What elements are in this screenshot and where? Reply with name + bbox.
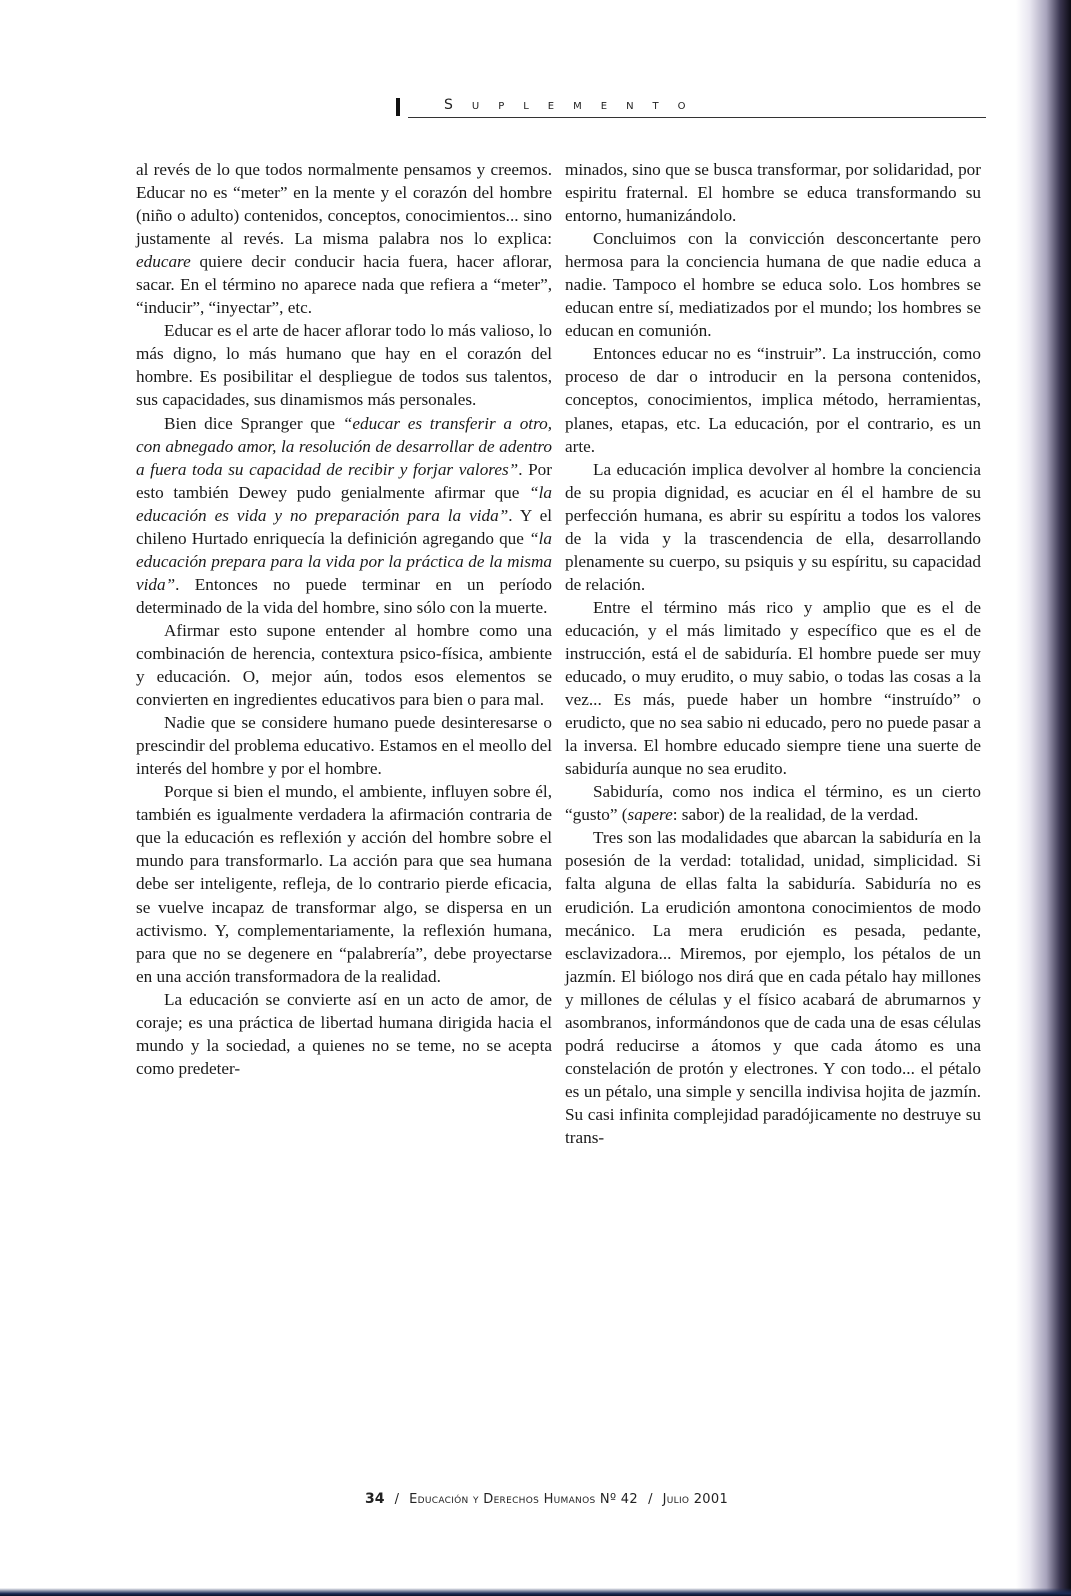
text-run: Entre el término más rico y amplio que es el de educación, y el más limitado y específico que es el de instrucción, está el de sabiduría. El hombre puede ser muy educado, o muy erudito, o muy sabio, o todas las cosas a la vez... Es más, puede haber un hombre “instruído” o erudicto, que no sea sabio ni educado, pero no puede pasar a la inversa. El hombre educado siempre tiene una suerte de sabiduría aunque no sea erudito.: [565, 597, 981, 779]
page-number: 34: [364, 1491, 385, 1507]
text-run: Tres son las modalidades que abarcan la sabiduría en la posesión de la verdad: totalidad, unidad, simplicidad. Si falta alguna de ellas falta la sabiduría. Sabiduría no es erudición. La erudición amontona conocimientos de modo mecánico. La mera erudición es pesada, pedante, esclavizadora... Miremos, por ejemplo, los pétalos de un jazmín. El biólogo nos dirá que en cada pétalo hay millones y millones de células y el físico acabará de abrumarnos y asombranos, informándonos que de cada una de esas células podrá reducirse a átomos y que cada átomo es una constelación de protón y electrones. Y con todo... el pétalo es un pétalo, una simple y sencilla indivisa hojita de jazmín. Su casi infinita complejidad paradójicamente no destruye su trans-: [565, 828, 981, 1147]
publication-date: Julio 2001: [662, 1492, 729, 1507]
header-bar-decoration: [396, 98, 400, 116]
text-run: . Y el chileno Hurtado enriquecía la definición agregando que: [136, 505, 552, 548]
footer-separator: /: [648, 1492, 653, 1507]
paragraph: [136, 619, 552, 711]
text-run: La educación implica devolver al hombre la conciencia de su propia dignidad, es acuciar en él el hambre de su perfección humana, es abrir su espíritu a todos los valores de la vida y la trascendencia de ella, desarrollando plenamente su cuerpo, su psiquis y su espíritu, su capacidad de relación.: [565, 459, 981, 594]
text-run: Porque si bien el mundo, el ambiente, influyen sobre él, también es igualmente verdadera la afirmación contraria de que la educación es reflexión y acción del hombre sobre el mundo para transformarlo. La acción para que sea humana debe ser inteligente, refleja, de lo contrario pierde eficacia, se vuelve incapaz de transformar algo, se dispersa en un activismo. Y, complementariamente, la reflexión humana, para que no se degenere en “palabrería”, debe proyectarse en una acción transformadora de la realidad.: [136, 782, 552, 986]
footer-separator: /: [394, 1492, 399, 1507]
header-rule: [408, 117, 986, 118]
text-run: Afirmar esto supone entender al hombre como una combinación de herencia, contextura psico-física, ambiente y educación. O, mejor aún, todos esos elementos se convierten en ingredientes educativos para bien o para mal.: [136, 620, 552, 710]
paragraph: [136, 780, 552, 987]
section-title: Suplemento: [444, 97, 705, 113]
running-header: [396, 96, 986, 118]
paragraph: [136, 319, 552, 411]
text-run: Concluimos con la convicción desconcertante pero hermosa para la conciencia humana de que nadie educa a nadie. Tampoco el hombre se educa solo. Los hombres se educan entre sí, mediatizados por el mundo; los hombres se educan en comunión.: [565, 229, 981, 341]
right-column: [565, 158, 981, 1149]
italic-text: “educar es transferir a otro, con abnegado amor, la resolución de desarrollar de adentro a fuera toda su capacidad de recibir y forjar valores”: [136, 413, 553, 479]
text-run: Bien dice Spranger que: [164, 413, 343, 433]
paragraph: [565, 158, 981, 227]
paragraph: [565, 596, 981, 780]
binding-shadow: [1016, 0, 1071, 1596]
italic-text: sapere: [627, 805, 673, 825]
paragraph: [136, 412, 552, 619]
left-column: [136, 158, 552, 1080]
paragraph: [565, 227, 981, 342]
publication-title: Educación y Derechos Humanos Nº 42: [409, 1492, 638, 1507]
paragraph: [565, 458, 981, 596]
text-run: Sabiduría, como nos indica el término, es un cierto “gusto” (: [565, 782, 981, 825]
text-run: . Entonces no puede terminar en un período determinado de la vida del hombre, sino sólo con la muerte.: [136, 574, 552, 617]
paragraph: [565, 342, 981, 457]
italic-text: “la educación prepara para la vida por la práctica de la misma vida”: [136, 528, 552, 594]
scan-bottom-edge: [0, 1588, 1071, 1596]
italic-text: “la educación es vida y no preparación para la vida”: [136, 482, 552, 525]
text-run: quiere decir conducir hacia fuera, hacer aflorar, sacar. En el término no aparece nada que refiera a “meter”, “inducir”, “inyectar”, etc.: [136, 252, 552, 318]
text-run: : sabor) de la realidad, de la verdad.: [672, 805, 919, 825]
paragraph: [136, 711, 552, 780]
text-run: Nadie que se considere humano puede desinteresarse o prescindir del problema educativo. Estamos en el meollo del interés del hombre y por el hombre.: [136, 713, 552, 779]
paragraph: [565, 780, 981, 826]
paragraph: [565, 826, 981, 1149]
page-footer: [0, 1491, 1071, 1507]
paragraph: [136, 988, 552, 1080]
italic-text: educare: [136, 252, 191, 272]
text-run: . Por esto también Dewey pudo genialmente afirmar que: [136, 459, 552, 502]
text-run: Educar es el arte de hacer aflorar todo lo más valioso, lo más digno, lo más humano que hay en el corazón del hombre. Es posibilitar el despliegue de todos sus talentos, sus capacidades, sus dinamismos más personales.: [136, 321, 552, 410]
text-run: La educación se convierte así en un acto de amor, de coraje; es una práctica de libertad humana dirigida hacia el mundo y la sociedad, a quienes no se teme, no se acepta como predeter-: [136, 989, 552, 1078]
text-run: al revés de lo que todos normalmente pensamos y creemos. Educar no es “meter” en la mente y el corazón del hombre (niño o adulto) contenidos, conceptos, conocimientos... sino justamente al revés. La misma palabra nos lo explica:: [136, 160, 552, 249]
paragraph: [136, 158, 552, 319]
text-run: Entonces educar no es “instruir”. La instrucción, como proceso de dar o introducir en la persona contenidos, conceptos, conocimientos, implica método, herramientas, planes, etapas, etc. La educación, por el contrario, es un arte.: [565, 344, 981, 456]
text-run: minados, sino que se busca transformar, por solidaridad, por espiritu fraternal. El hombre se educa transformando su entorno, humanizándolo.: [565, 160, 981, 226]
